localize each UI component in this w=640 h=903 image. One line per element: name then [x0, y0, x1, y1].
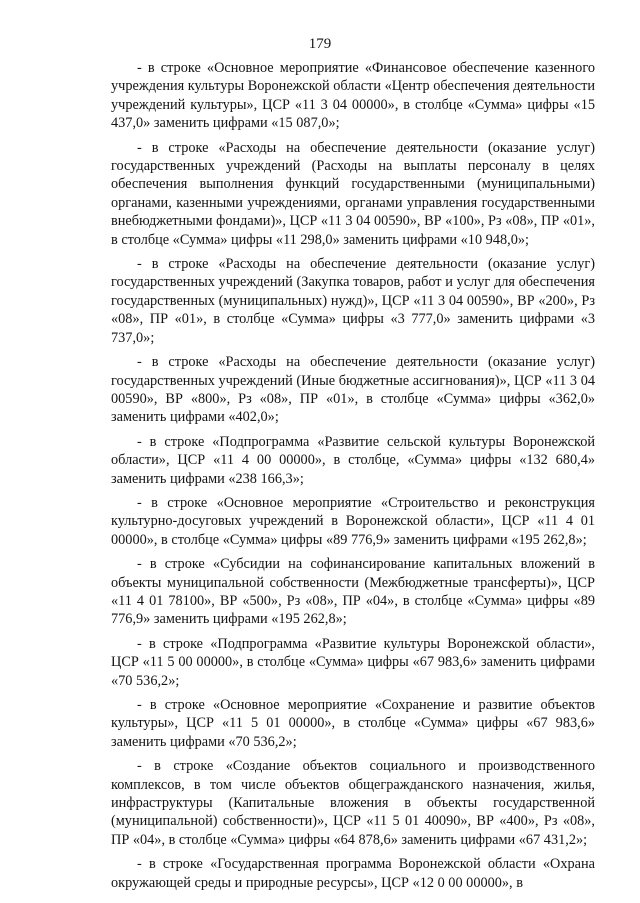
paragraph: - в строке «Основное мероприятие «Сохранение и развитие объектов культуры», ЦСР «11 5 01 00000», в столбце «Сумма» цифры «67 983,6» заменить цифрами «70 536,2»;: [111, 697, 595, 750]
paragraph: - в строке «Расходы на обеспечение деятельности (оказание услуг) государственных учреждений (Расходы на выплаты персоналу в целях обеспечения выполнения функций государственными (муниципальными) органами, казенными учреждениями, органами управления государственными внебюджетными фондами)», ЦСР «11 3 04 00590», ВР «100», Рз «08», ПР «01», в столбце «Сумма» цифры «11 298,0» заменить цифрами «10 948,0»;: [111, 139, 595, 248]
paragraph: - в строке «Подпрограмма «Развитие сельской культуры Воронежской области», ЦСР «11 4 00 00000», в столбце, «Сумма» цифры «132 680,4» заменить цифрами «238 166,3»;: [111, 433, 595, 487]
paragraph: - в строке «Основное мероприятие «Финансовое обеспечение казенного учреждения культуры Воронежской области «Центр обеспечения деятельности учреждений культуры», ЦСР «11 3 04 00000», в столбце «Сумма» цифры «15 437,0» заменить цифрами «15 087,0»;: [111, 60, 595, 132]
paragraph: - в строке «Создание объектов социального и производственного комплексов, в том числе объектов общегражданского назначения, жилья, инфраструктуры (Капитальные вложения в объекты государственной (муниципальной) собственности)», ЦСР «11 5 01 40090», ВР «400», Рз «08», ПР «04», в столбце «Сумма» цифры «64 878,6» заменить цифрами «67 431,2»;: [111, 758, 595, 848]
page-number: 179: [308, 36, 332, 52]
paragraph: - в строке «Расходы на обеспечение деятельности (оказание услуг) государственных учреждений (Иные бюджетные ассигнования)», ЦСР «11 3 04 00590», ВР «800», Рз «08», ПР «01», в столбце «Сумма» цифры «362,0» заменить цифрами «402,0»;: [111, 354, 595, 426]
paragraph: - в строке «Подпрограмма «Развитие культуры Воронежской области», ЦСР «11 5 00 00000», в столбце «Сумма» цифры «67 983,6» заменить цифрами «70 536,2»;: [111, 635, 595, 689]
paragraph: - в строке «Субсидии на софинансирование капитальных вложений в объекты муниципальной собственности (Межбюджетные трансферты)», ЦСР «11 4 01 78100», ВР «500», Рз «08», ПР «04», в столбце «Сумма» цифры «89 776,9» заменить цифрами «195 262,8»;: [111, 556, 595, 628]
document-body: [111, 59, 595, 898]
paragraph: - в строке «Государственная программа Воронежской области «Охрана окружающей среды и природные ресурсы», ЦСР «12 0 00 00000», в: [111, 856, 595, 891]
paragraph: - в строке «Основное мероприятие «Строительство и реконструкция культурно-досуговых учреждений в Воронежской области», ЦСР «11 4 01 00000», в столбце «Сумма» цифры «89 776,9» заменить цифрами «195 262,8»;: [111, 494, 595, 548]
paragraph: - в строке «Расходы на обеспечение деятельности (оказание услуг) государственных учреждений (Закупка товаров, работ и услуг для обеспечения государственных (муниципальных) нужд)», ЦСР «11 3 04 00590», ВР «200», Рз «08», ПР «01», в столбце «Сумма» цифры «3 777,0» заменить цифрами «3 737,0»;: [111, 256, 595, 346]
